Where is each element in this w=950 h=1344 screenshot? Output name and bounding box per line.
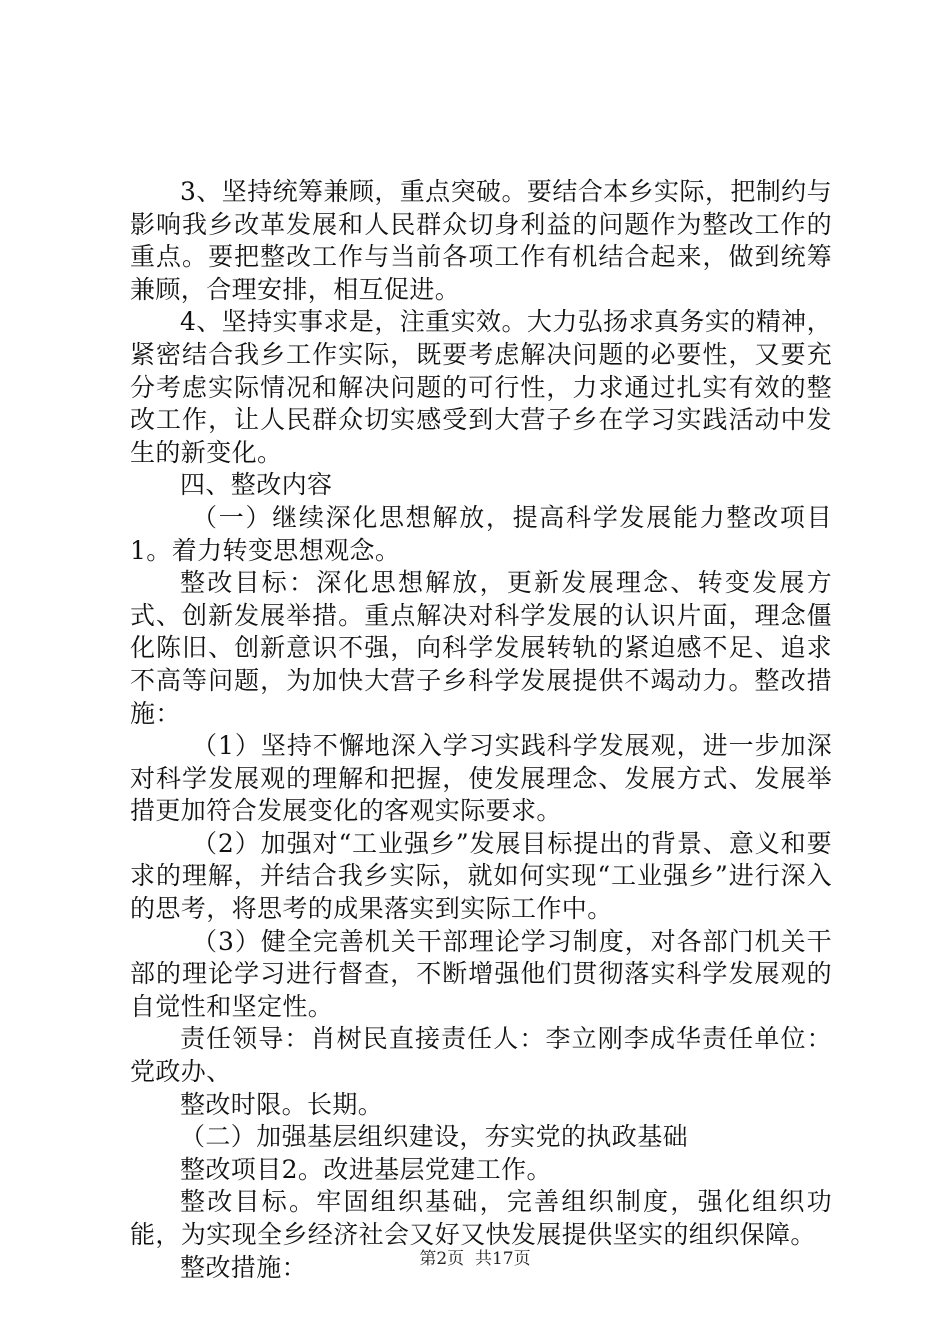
paragraph-measure-3: （3）健全完善机关干部理论学习制度，对各部门机关干部的理论学习进行督查，不断增强他们贯彻落实科学发展观的自觉性和坚定性。	[130, 926, 832, 1021]
section-heading-rectification-content: 四、整改内容	[180, 470, 333, 500]
paragraph-goal-2: 整改目标。牢固组织基础，完善组织制度，强化组织功能，为实现全乡经济社会又好又快发展提供坚实的组织保障。	[130, 1187, 832, 1249]
paragraph-goal-1: 整改目标：深化思想解放，更新发展理念、转变发展方式、创新发展举措。重点解决对科学发展的认识片面，理念僵化陈旧、创新意识不强，向科学发展转轨的紧迫感不足、追求不高等问题，为加快大营子乡科学发展提供不竭动力。整改措施：	[130, 568, 832, 728]
page-number-label: 第2页 共17页	[419, 1249, 531, 1269]
page-footer	[0, 1244, 950, 1269]
paragraph-measure-2: （2）加强对“工业强乡”发展目标提出的背景、意义和要求的理解，并结合我乡实际，就如何实现“工业强乡”进行深入的思考，将思考的成果落实到实际工作中。	[130, 828, 832, 924]
paragraph-principle-3: 3、坚持统筹兼顾，重点突破。要结合本乡实际，把制约与影响我乡改革发展和人民群众切身利益的问题作为整改工作的重点。要把整改工作与当前各项工作有机结合起来，做到统筹兼顾，合理安排，相互促进。	[130, 177, 832, 304]
paragraph-responsibility: 责任领导：肖树民直接责任人：李立刚李成华责任单位：党政办、	[130, 1024, 832, 1087]
subsection-heading-2: （二）加强基层组织建设，夯实党的执政基础	[180, 1122, 689, 1152]
document-body	[130, 176, 832, 1284]
paragraph-principle-4: 4、坚持实事求是，注重实效。大力弘扬求真务实的精神，紧密结合我乡工作实际，既要考虑解决问题的必要性，又要充分考虑实际情况和解决问题的可行性，力求通过扎实有效的整改工作，让人民群众切实感受到大营子乡在学习实践活动中发生的新变化。	[130, 307, 832, 467]
subsection-heading-1: （一）继续深化思想解放，提高科学发展能力整改项目1。着力转变思想观念。	[130, 502, 832, 565]
paragraph-measures-2-heading: 整改措施：	[180, 1252, 308, 1282]
paragraph-measure-1: （1）坚持不懈地深入学习实践科学发展观，进一步加深对科学发展观的理解和把握，使发展理念、发展方式、发展举措更加符合发展变化的客观实际要求。	[130, 731, 832, 826]
paragraph-deadline: 整改时限。长期。	[180, 1089, 384, 1119]
paragraph-project-2: 整改项目2。改进基层党建工作。	[180, 1154, 552, 1184]
